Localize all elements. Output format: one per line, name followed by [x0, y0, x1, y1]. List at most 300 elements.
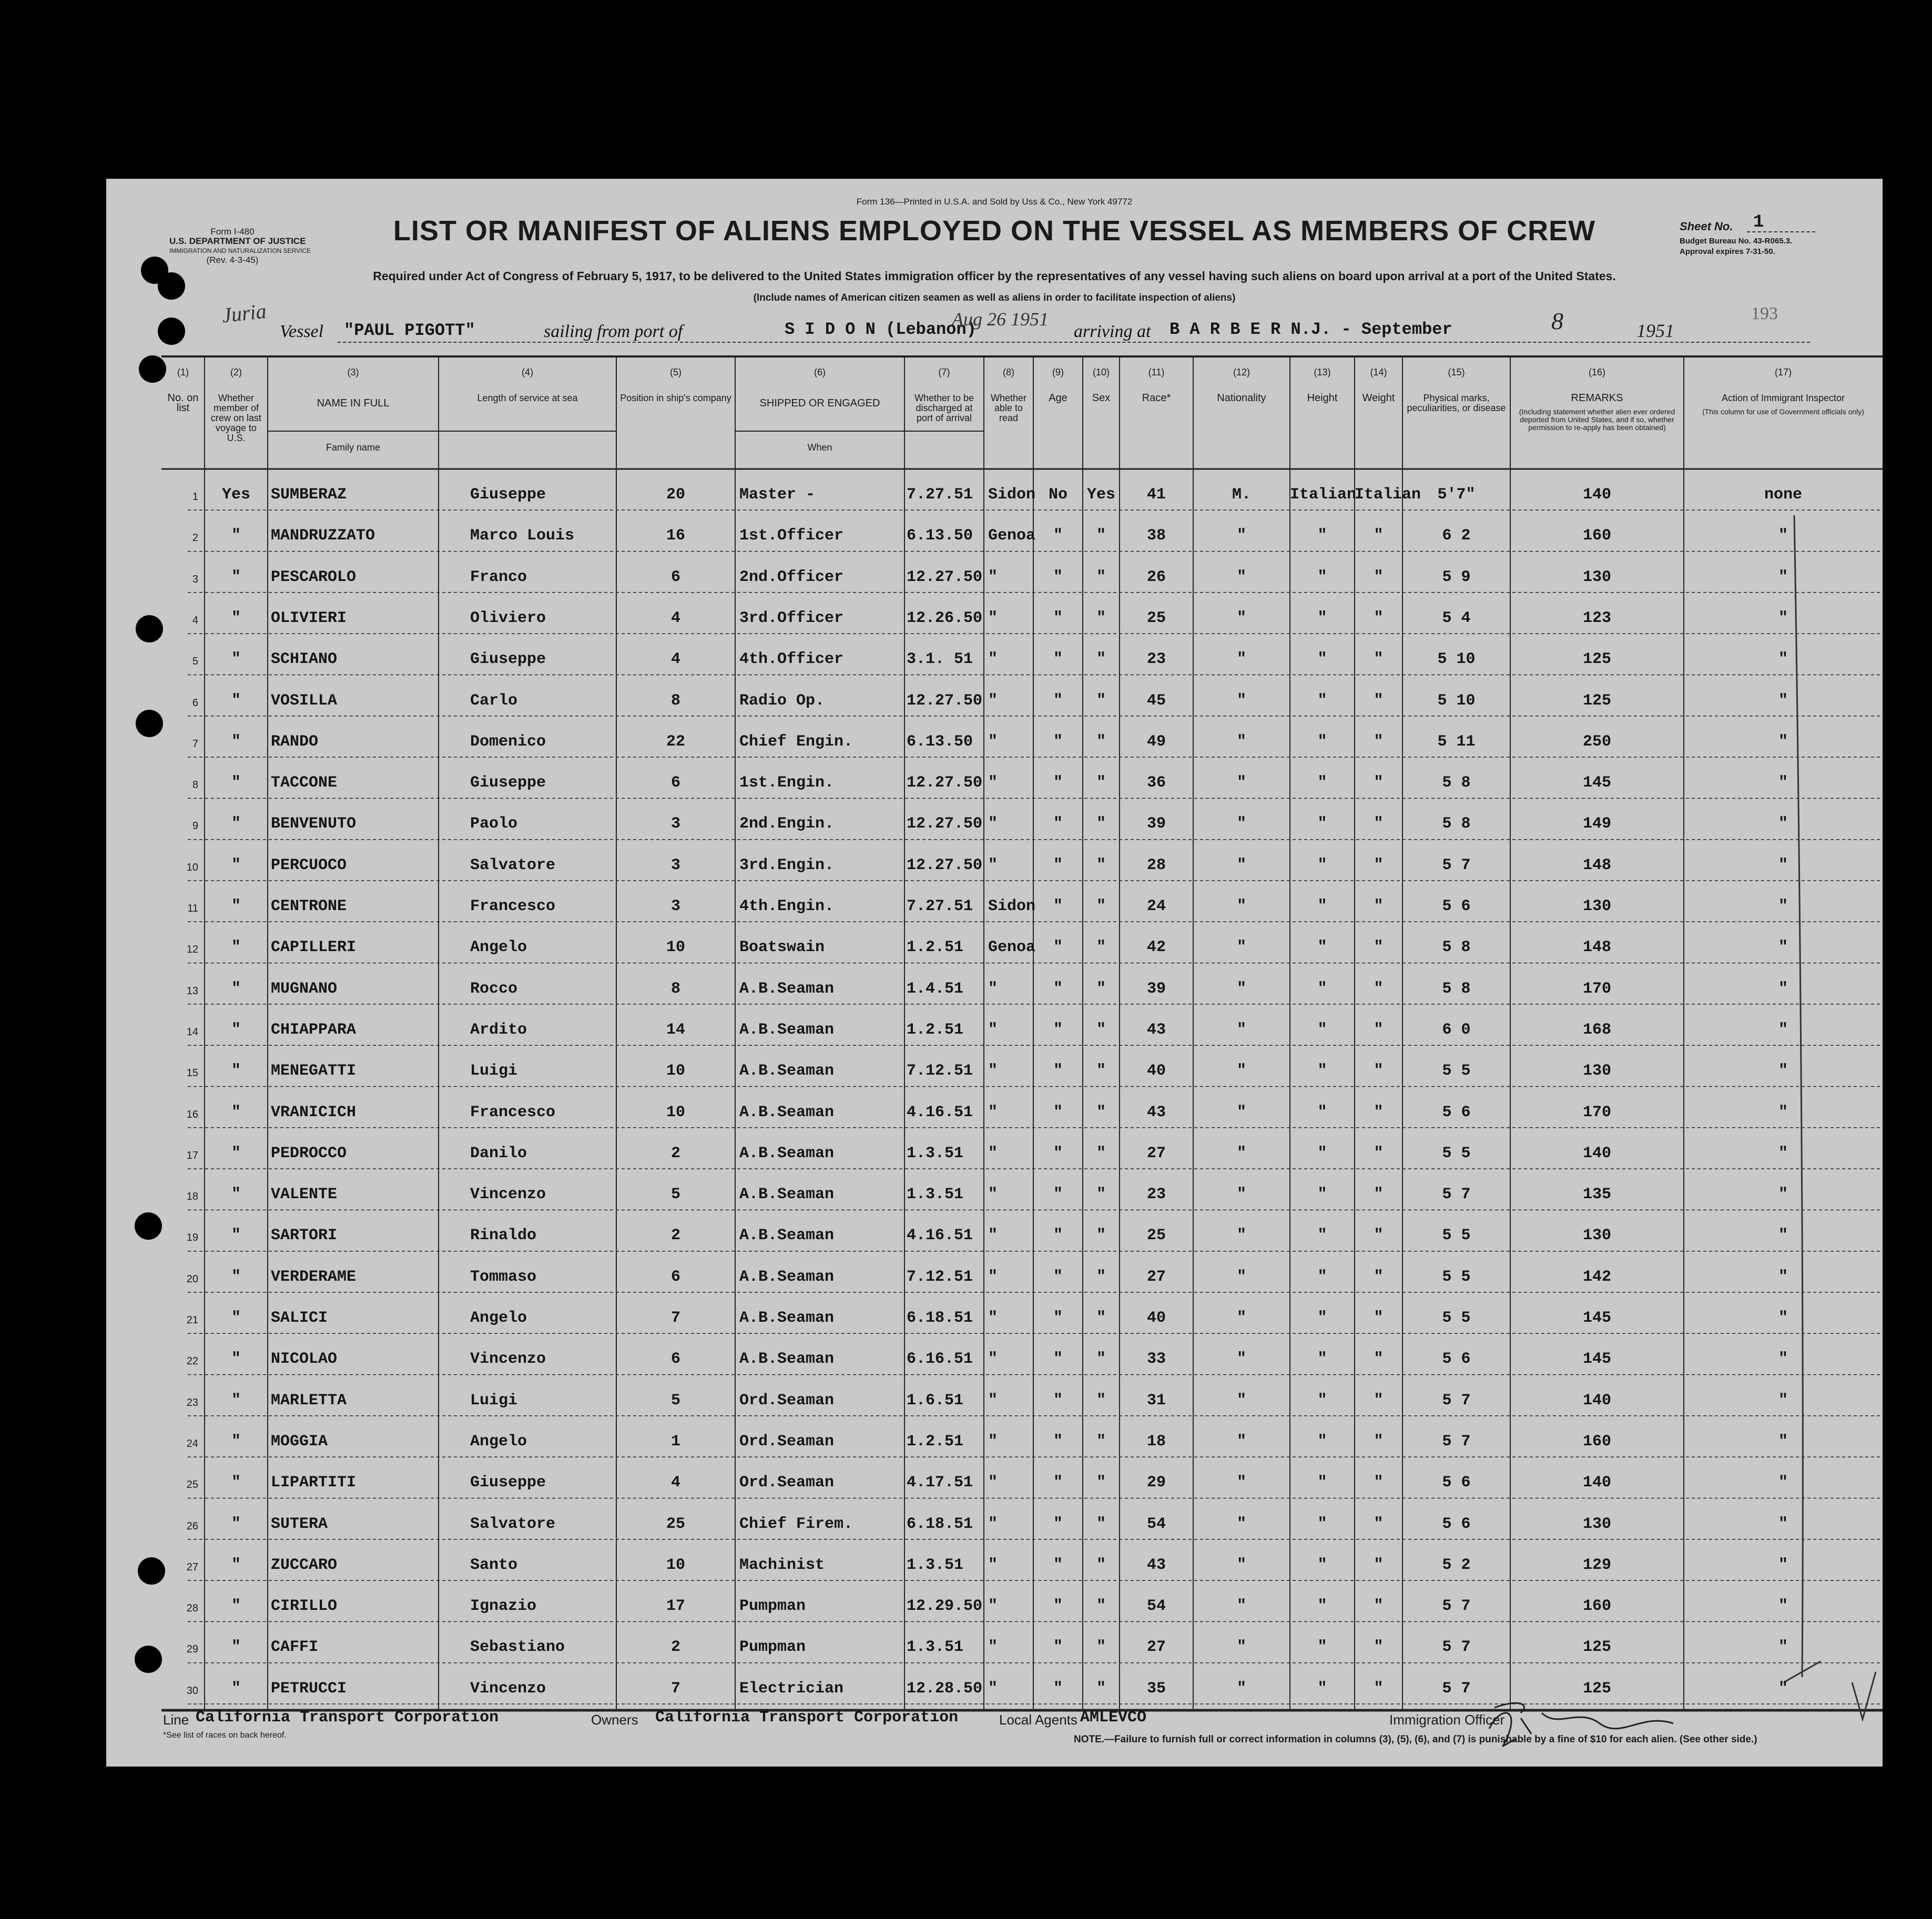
cell-service: 8 — [670, 979, 680, 998]
row-number: 3 — [192, 573, 198, 585]
cell-sex: " — [1236, 1062, 1246, 1080]
cell-position: A.B.Seaman — [739, 1020, 835, 1039]
cell-read: Yes — [1086, 486, 1115, 504]
cell-read: " — [1096, 938, 1106, 957]
cell-prev: " — [231, 1391, 241, 1410]
manifest-sheet — [106, 179, 1883, 1767]
cell-family: LIPARTITI — [271, 1474, 357, 1492]
cell-marks: " — [1778, 897, 1788, 915]
cell-family: VRANICICH — [271, 1103, 357, 1121]
cell-nationality: " — [1374, 815, 1384, 833]
cell-service: 7 — [670, 1679, 680, 1698]
punch-hole — [136, 615, 163, 642]
cell-service: 5 — [670, 1391, 680, 1410]
cell-when: 4.16.51 — [907, 1227, 973, 1245]
cell-age: 27 — [1146, 1638, 1166, 1657]
row-number: 1 — [192, 491, 198, 503]
cell-family: CAPILLERI — [271, 938, 357, 957]
cell-age: 23 — [1146, 650, 1166, 669]
punch-hole — [136, 710, 163, 737]
cell-position: Chief Firem. — [739, 1515, 853, 1533]
cell-nationality: " — [1374, 1515, 1384, 1533]
row-number: 22 — [186, 1355, 198, 1367]
cell-height: 5 8 — [1442, 938, 1471, 957]
cell-service: 17 — [666, 1597, 685, 1616]
cell-where: " — [988, 1227, 998, 1245]
cell-height: 5 6 — [1442, 1474, 1471, 1492]
cell-race: " — [1317, 1186, 1327, 1204]
cell-read: " — [1096, 1515, 1106, 1533]
cell-family: NICOLAO — [271, 1350, 338, 1369]
row-number: 17 — [186, 1149, 198, 1161]
cell-service: 4 — [670, 650, 680, 669]
cell-service: 6 — [670, 1268, 680, 1286]
cell-position: 2nd.Engin. — [739, 815, 835, 833]
cell-height: 5 7 — [1442, 1186, 1471, 1204]
cell-sex: " — [1236, 1597, 1246, 1616]
cell-prev: Yes — [221, 486, 250, 504]
cell-where: " — [988, 1350, 998, 1369]
cell-discharged: " — [1053, 1679, 1063, 1698]
cell-age: 43 — [1146, 1020, 1166, 1039]
department-name: U.S. DEPARTMENT OF JUSTICE — [169, 236, 306, 246]
form-revision: (Rev. 4-3-45) — [206, 255, 259, 265]
cell-nationality: " — [1374, 1432, 1384, 1451]
column-number: (2) — [230, 367, 242, 377]
penalty-note: NOTE.—Failure to furnish full or correct information in columns (3), (5), (6), and (7) is punishable by a fine of $10 for each alien. (See other side.) — [1074, 1734, 1757, 1745]
cell-discharged: " — [1053, 1103, 1063, 1121]
cell-position: 3rd.Engin. — [739, 856, 835, 874]
cell-given: Angelo — [470, 1309, 527, 1327]
cell-sex: " — [1236, 938, 1246, 957]
cell-family: RANDO — [271, 732, 319, 751]
column-header: Sex — [1092, 393, 1111, 403]
cell-weight: 140 — [1582, 1391, 1611, 1410]
cell-read: " — [1096, 1103, 1106, 1121]
budget-bureau: Budget Bureau No. 43-R065.3. — [1680, 237, 1793, 246]
cell-height: 5 2 — [1442, 1556, 1471, 1574]
cell-position: A.B.Seaman — [739, 1350, 835, 1369]
cell-discharged: " — [1053, 1556, 1063, 1574]
cell-where: " — [988, 1309, 998, 1327]
cell-service: 7 — [670, 1309, 680, 1327]
punch-hole — [139, 355, 166, 383]
cell-weight: 125 — [1582, 1679, 1611, 1698]
cell-position: A.B.Seaman — [739, 1062, 835, 1080]
cell-discharged: " — [1053, 1597, 1063, 1616]
column-number: (5) — [670, 367, 682, 377]
cell-nationality: " — [1374, 774, 1384, 792]
cell-race: " — [1317, 1227, 1327, 1245]
cell-service: 10 — [666, 1556, 685, 1574]
punch-hole — [135, 1212, 162, 1240]
cell-when: 1.3.51 — [907, 1144, 964, 1162]
cell-family: PESCAROLO — [271, 568, 357, 586]
cell-age: 29 — [1146, 1474, 1166, 1492]
column-header: Whether able to read — [990, 393, 1027, 423]
cell-race: " — [1317, 1350, 1327, 1369]
cell-position: Master - — [739, 486, 816, 504]
cell-service: 6 — [670, 568, 680, 586]
cell-given: Luigi — [470, 1391, 518, 1410]
cell-marks: " — [1778, 774, 1788, 792]
cell-prev: " — [231, 1474, 241, 1492]
cell-age: 23 — [1146, 1186, 1166, 1204]
cell-race: " — [1317, 568, 1327, 586]
column-header: Race* — [1142, 393, 1171, 403]
cell-when: 12.26.50 — [907, 609, 983, 627]
cell-age: 31 — [1146, 1391, 1166, 1410]
cell-marks: " — [1778, 1350, 1788, 1369]
cell-weight: 149 — [1582, 815, 1611, 833]
row-number: 15 — [186, 1067, 198, 1079]
cell-sex: " — [1236, 732, 1246, 751]
cell-discharged: " — [1053, 568, 1063, 586]
column-number: (16) — [1588, 367, 1605, 377]
cell-position: 3rd.Officer — [739, 609, 844, 627]
cell-sex: " — [1236, 1144, 1246, 1162]
cell-nationality: " — [1374, 732, 1384, 751]
cell-where: " — [988, 774, 998, 792]
row-number: 24 — [186, 1437, 198, 1450]
cell-position: 1st.Engin. — [739, 774, 835, 792]
cell-position: Boatswain — [739, 938, 825, 957]
cell-where: " — [988, 650, 998, 669]
cell-height: 5 7 — [1442, 1638, 1471, 1657]
cell-nationality: " — [1374, 897, 1384, 915]
cell-weight: 125 — [1582, 650, 1611, 669]
cell-weight: 130 — [1582, 568, 1611, 586]
cell-nationality: " — [1374, 1474, 1384, 1492]
cell-weight: 148 — [1582, 856, 1611, 874]
cell-height: 5 5 — [1442, 1144, 1471, 1162]
cell-weight: 130 — [1582, 1227, 1611, 1245]
column-header: SHIPPED OR ENGAGED — [759, 399, 880, 409]
cell-where: " — [988, 1679, 998, 1698]
cell-prev: " — [231, 856, 241, 874]
cell-where: " — [988, 1391, 998, 1410]
cell-weight: 130 — [1582, 1062, 1611, 1080]
row-number: 9 — [192, 820, 198, 832]
cell-where: Sidon — [988, 486, 1036, 504]
cell-marks: " — [1778, 1268, 1788, 1286]
cell-read: " — [1096, 1679, 1106, 1698]
cell-family: CENTRONE — [271, 897, 347, 915]
cell-nationality: " — [1374, 1391, 1384, 1410]
column-header: No. on list — [167, 393, 199, 413]
cell-weight: 168 — [1582, 1020, 1611, 1039]
cell-weight: 145 — [1582, 1309, 1611, 1327]
cell-family: VALENTE — [271, 1186, 338, 1204]
cell-age: 25 — [1146, 1227, 1166, 1245]
cell-nationality: " — [1374, 1679, 1384, 1698]
cell-prev: " — [231, 1679, 241, 1698]
cell-race: " — [1317, 856, 1327, 874]
cell-marks: " — [1778, 1103, 1788, 1121]
cell-discharged: " — [1053, 1638, 1063, 1657]
cell-prev: " — [231, 1227, 241, 1245]
cell-discharged: " — [1053, 1432, 1063, 1451]
cell-service: 6 — [670, 1350, 680, 1369]
cell-weight: 140 — [1582, 1474, 1611, 1492]
column-header: REMARKS — [1571, 393, 1623, 403]
approval-expires: Approval expires 7-31-50. — [1680, 247, 1775, 256]
cell-discharged: " — [1053, 1474, 1063, 1492]
cell-when: 7.12.51 — [907, 1268, 973, 1286]
cell-prev: " — [231, 897, 241, 915]
row-number: 27 — [186, 1561, 198, 1573]
cell-prev: " — [231, 1309, 241, 1327]
column-header: Nationality — [1217, 393, 1266, 403]
cell-where: " — [988, 1432, 998, 1451]
cell-marks: " — [1778, 979, 1788, 998]
cell-service: 10 — [666, 1062, 685, 1080]
cell-when: 6.16.51 — [907, 1350, 973, 1369]
column-number: (6) — [814, 367, 826, 377]
cell-when: 12.28.50 — [907, 1679, 983, 1698]
cell-service: 4 — [670, 609, 680, 627]
cell-family: MARLETTA — [271, 1391, 347, 1410]
cell-weight: 140 — [1582, 1144, 1611, 1162]
row-number: 16 — [186, 1108, 198, 1120]
cell-height: 5 5 — [1442, 1309, 1471, 1327]
cell-given: Vincenzo — [470, 1350, 546, 1369]
cell-where: " — [988, 1474, 998, 1492]
row-number: 20 — [186, 1273, 198, 1285]
column-number: (3) — [347, 367, 359, 377]
cell-when: 1.2.51 — [907, 1020, 964, 1039]
cell-nationality: " — [1374, 1268, 1384, 1286]
cell-marks: " — [1778, 1515, 1788, 1533]
cell-height: 5 7 — [1442, 1597, 1471, 1616]
cell-service: 6 — [670, 774, 680, 792]
cell-height: 5 5 — [1442, 1268, 1471, 1286]
cell-weight: 123 — [1582, 609, 1611, 627]
cell-when: 3.1. 51 — [907, 650, 973, 669]
column-number: (17) — [1774, 367, 1792, 377]
cell-family: MOGGIA — [271, 1432, 328, 1451]
cell-given: Giuseppe — [470, 650, 546, 669]
cell-position: 2nd.Officer — [739, 568, 844, 586]
cell-nationality: Italian — [1355, 486, 1421, 504]
cell-given: Ardito — [470, 1020, 527, 1039]
cell-weight: 130 — [1582, 1515, 1611, 1533]
cell-age: 54 — [1146, 1597, 1166, 1616]
column-header: Position in ship's company — [620, 393, 731, 403]
cell-given: Vincenzo — [470, 1186, 546, 1204]
cell-sex: M. — [1232, 486, 1251, 504]
row-number: 6 — [192, 697, 198, 709]
cell-position: Pumpman — [739, 1638, 806, 1657]
cell-prev: " — [231, 1062, 241, 1080]
cell-height: 5 10 — [1437, 650, 1476, 669]
row-number: 7 — [192, 738, 198, 750]
cell-when: 7.12.51 — [907, 1062, 973, 1080]
cell-family: MANDRUZZATO — [271, 527, 375, 545]
cell-sex: " — [1236, 1638, 1246, 1657]
row-number: 4 — [192, 614, 198, 626]
cell-family: VOSILLA — [271, 691, 338, 710]
cell-nationality: " — [1374, 1103, 1384, 1121]
cell-marks: " — [1778, 732, 1788, 751]
cell-marks: " — [1778, 938, 1788, 957]
cell-sex: " — [1236, 1391, 1246, 1410]
cell-where: " — [988, 1597, 998, 1616]
cell-nationality: " — [1374, 1638, 1384, 1657]
cell-discharged: " — [1053, 1062, 1063, 1080]
cell-age: 49 — [1146, 732, 1166, 751]
column-number: (12) — [1233, 367, 1250, 377]
cell-when: 1.3.51 — [907, 1556, 964, 1574]
cell-sex: " — [1236, 897, 1246, 915]
cell-marks: " — [1778, 691, 1788, 710]
cell-given: Vincenzo — [470, 1679, 546, 1698]
cell-age: 26 — [1146, 568, 1166, 586]
cell-where: " — [988, 568, 998, 586]
column-header: Age — [1049, 393, 1067, 403]
column-number: (15) — [1448, 367, 1465, 377]
cell-height: 5 7 — [1442, 1679, 1471, 1698]
cell-race: Italian — [1290, 486, 1357, 504]
cell-height: 6 2 — [1442, 527, 1471, 545]
cell-race: " — [1317, 1391, 1327, 1410]
cell-prev: " — [231, 650, 241, 669]
cell-position: A.B.Seaman — [739, 1227, 835, 1245]
cell-discharged: " — [1053, 650, 1063, 669]
cell-read: " — [1096, 897, 1106, 915]
cell-when: 6.13.50 — [907, 527, 973, 545]
cell-given: Danilo — [470, 1144, 527, 1162]
cell-nationality: " — [1374, 1144, 1384, 1162]
cell-sex: " — [1236, 979, 1246, 998]
cell-position: Chief Engin. — [739, 732, 853, 751]
cell-where: " — [988, 1186, 998, 1204]
row-number: 11 — [187, 903, 198, 914]
cell-family: CIRILLO — [271, 1597, 338, 1616]
cell-when: 1.3.51 — [907, 1186, 964, 1204]
cell-height: 5 7 — [1442, 1391, 1471, 1410]
cell-age: 25 — [1146, 609, 1166, 627]
cell-given: Giuseppe — [470, 486, 546, 504]
cell-race: " — [1317, 938, 1327, 957]
cell-when: 1.4.51 — [907, 979, 964, 998]
cell-when: 12.27.50 — [907, 815, 983, 833]
cell-height: 5 8 — [1442, 815, 1471, 833]
cell-prev: " — [231, 1638, 241, 1657]
cell-when: 12.27.50 — [907, 568, 983, 586]
page-title: LIST OR MANIFEST OF ALIENS EMPLOYED ON THE VESSEL AS MEMBERS OF CREW — [393, 215, 1596, 247]
cell-height: 5 4 — [1442, 609, 1471, 627]
row-number: 12 — [186, 944, 198, 956]
cell-race: " — [1317, 1103, 1327, 1121]
column-header: Weight — [1362, 393, 1395, 403]
cell-sex: " — [1236, 568, 1246, 586]
cell-when: 1.2.51 — [907, 1432, 964, 1451]
cell-race: " — [1317, 527, 1327, 545]
cell-given: Francesco — [470, 1103, 556, 1121]
cell-discharged: " — [1053, 938, 1063, 957]
cell-read: " — [1096, 650, 1106, 669]
cell-height: 5 11 — [1437, 732, 1476, 751]
service-name: IMMIGRATION AND NATURALIZATION SERVICE — [169, 247, 311, 254]
sheet-label: Sheet No. — [1680, 220, 1733, 233]
cell-age: 41 — [1146, 486, 1166, 504]
officer-signature — [1484, 1697, 1684, 1755]
cell-nationality: " — [1374, 856, 1384, 874]
cell-service: 10 — [666, 1103, 685, 1121]
cell-age: 33 — [1146, 1350, 1166, 1369]
cell-when: 12.29.50 — [907, 1597, 983, 1616]
cell-family: BENVENUTO — [271, 815, 357, 833]
cell-when: 12.27.50 — [907, 774, 983, 792]
cell-when: 7.27.51 — [907, 486, 973, 504]
cell-where: " — [988, 979, 998, 998]
cell-discharged: " — [1053, 856, 1063, 874]
cell-sex: " — [1236, 1432, 1246, 1451]
cell-race: " — [1317, 1638, 1327, 1657]
cell-weight: 160 — [1582, 527, 1611, 545]
cell-prev: " — [231, 938, 241, 957]
row-number: 8 — [192, 779, 198, 791]
cell-discharged: " — [1053, 1391, 1063, 1410]
cell-where: " — [988, 1020, 998, 1039]
cell-nationality: " — [1374, 650, 1384, 669]
cell-where: " — [988, 815, 998, 833]
cell-marks: " — [1778, 1186, 1788, 1204]
races-note: *See list of races on back hereof. — [163, 1731, 287, 1740]
cell-sex: " — [1236, 609, 1246, 627]
cell-when: 4.17.51 — [907, 1474, 973, 1492]
cell-read: " — [1096, 815, 1106, 833]
cell-read: " — [1096, 1432, 1106, 1451]
cell-prev: " — [231, 527, 241, 545]
cell-marks: " — [1778, 568, 1788, 586]
cell-marks: " — [1778, 650, 1788, 669]
cell-prev: " — [231, 1556, 241, 1574]
arriving-label: arriving at — [1074, 322, 1151, 341]
cell-read: " — [1096, 1144, 1106, 1162]
cell-where: " — [988, 1638, 998, 1657]
cell-when: 1.6.51 — [907, 1391, 964, 1410]
column-header: Physical marks, peculiarities, or disease — [1407, 393, 1506, 413]
cell-when: 4.16.51 — [907, 1103, 973, 1121]
cell-marks: " — [1778, 609, 1788, 627]
cell-weight: 145 — [1582, 1350, 1611, 1369]
row-number: 13 — [186, 985, 198, 997]
cell-prev: " — [231, 1515, 241, 1533]
cell-when: 6.18.51 — [907, 1309, 973, 1327]
cell-sex: " — [1236, 527, 1246, 545]
cell-weight: 170 — [1582, 979, 1611, 998]
cell-prev: " — [231, 1144, 241, 1162]
cell-sex: " — [1236, 1186, 1246, 1204]
cell-marks: " — [1778, 815, 1788, 833]
cell-height: 5 6 — [1442, 1350, 1471, 1369]
cell-discharged: " — [1053, 1227, 1063, 1245]
cell-race: " — [1317, 815, 1327, 833]
cell-service: 20 — [666, 486, 685, 504]
requirement-text: Required under Act of Congress of February 5, 1917, to be delivered to the United States immigration officer by the representatives of any vessel having such aliens on board upon arrival at a port of the United States. — [373, 269, 1616, 283]
cell-when: 7.27.51 — [907, 897, 973, 915]
cell-height: 5 5 — [1442, 1062, 1471, 1080]
cell-service: 3 — [670, 815, 680, 833]
cell-prev: " — [231, 1350, 241, 1369]
cell-sex: " — [1236, 1679, 1246, 1698]
cell-race: " — [1317, 979, 1327, 998]
cell-race: " — [1317, 1268, 1327, 1286]
cell-height: 5 6 — [1442, 897, 1471, 915]
vessel-label: Vessel — [280, 322, 324, 341]
